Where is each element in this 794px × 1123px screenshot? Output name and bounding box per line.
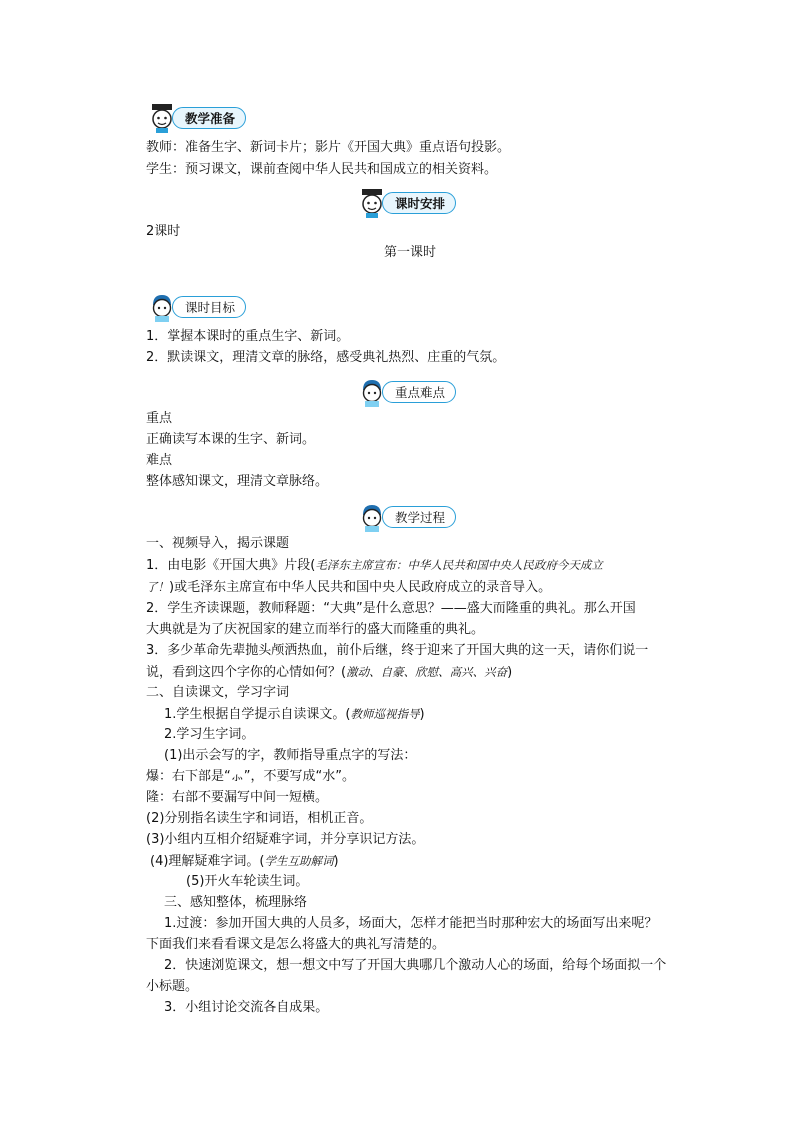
process-paragraph: 下面我们来看看课文是怎么将盛大的典礼写清楚的。 [146,937,446,952]
diff-label: 难点 [146,453,173,468]
process-paragraph [146,556,603,575]
text-run: ) [419,707,425,722]
process-paragraph: (3)小组内互相介绍疑难字词，并分享识记方法。 [146,832,425,847]
process-heading: 三、感知整体，梳理脉络 [164,895,308,910]
process-paragraph [150,852,339,871]
annotation-note: 学生互助解词 [264,854,334,868]
process-paragraph [146,663,512,682]
process-paragraph: 小标题。 [146,979,199,994]
section-header-goals [146,293,246,321]
schedule-hours: 2课时 [146,224,181,239]
section-title: 课时目标 [172,296,246,318]
section-header-keypoints [356,378,456,406]
process-paragraph: (1)出示会写的字，教师指导重点字的写法： [164,748,417,763]
character-note-long: 隆：右部不要漏写中间一短横。 [146,790,329,805]
section-header-schedule [356,189,456,217]
diff-text: 整体感知课文，理清文章脉络。 [146,474,329,489]
annotation-note: 毛泽东主席宣布：中华人民共和国中央人民政府今天成立 [315,558,603,572]
annotation-note: 了！ [146,580,169,594]
process-heading: 一、视频导入，揭示课题 [146,536,290,551]
section-title: 课时安排 [382,192,456,214]
process-paragraph: (5)开火车轮读生词。 [186,874,309,889]
text-run: 1．由电影《开国大典》片段( [146,558,316,573]
text-run: )或毛泽东主席宣布中华人民共和国中央人民政府成立的录音导入。 [169,580,552,595]
section-title: 重点难点 [382,381,456,403]
section-header-prep [146,104,246,132]
process-paragraph: 2．快速浏览课文，想一想文中写了开国大典哪几个激动人心的场面，给每个场面拟一个 [164,958,667,973]
text-run: 说，看到这四个字你的心情如何？( [146,665,347,680]
prep-student: 学生：预习课文，课前查阅中华人民共和国成立的相关资料。 [146,162,498,177]
text-run: ) [333,854,339,869]
process-paragraph: 3．小组讨论交流各自成果。 [164,1000,329,1015]
schedule-period: 第一课时 [384,245,437,260]
process-paragraph: 1.过渡：参加开国大典的人员多，场面大，怎样才能把当时那种宏大的场面写出来呢？ [164,916,658,931]
process-paragraph: (2)分别指名读生字和词语，相机正音。 [146,811,373,826]
key-text: 正确读写本课的生字、新词。 [146,432,316,447]
key-label: 重点 [146,411,173,426]
process-paragraph [146,578,551,597]
annotation-note: 教师巡视指导 [350,707,420,721]
character-note-bao: 爆：右下部是“⺗”，不要写成“水”。 [146,769,355,784]
goal-item: 1．掌握本课时的重点生字、新词。 [146,329,350,344]
process-paragraph: 2.学习生字词。 [164,727,255,742]
process-paragraph [164,705,425,724]
text-run: 1.学生根据自学提示自读课文。( [164,707,351,722]
process-paragraph: 3．多少革命先辈抛头颅洒热血，前仆后继，终于迎来了开国大典的这一天，请你们说一 [146,643,649,658]
goal-item: 2．默读课文，理清文章的脉络，感受典礼热烈、庄重的气氛。 [146,350,506,365]
section-title: 教学过程 [382,506,456,528]
section-header-process [356,503,456,531]
text-run: (4)理解疑难字词。( [150,854,265,869]
process-paragraph: 2．学生齐读课题，教师释题：“大典”是什么意思？——盛大而隆重的典礼。那么开国 [146,601,636,616]
process-paragraph: 大典就是为了庆祝国家的建立而举行的盛大而隆重的典礼。 [146,622,485,637]
text-run: ) [507,665,513,680]
section-title: 教学准备 [172,107,246,129]
annotation-note: 激动、自豪、欣慰、高兴、兴奋 [346,665,508,679]
prep-teacher: 教师：准备生字、新词卡片；影片《开国大典》重点语句投影。 [146,140,511,155]
process-heading: 二、自读课文，学习字词 [146,685,290,700]
